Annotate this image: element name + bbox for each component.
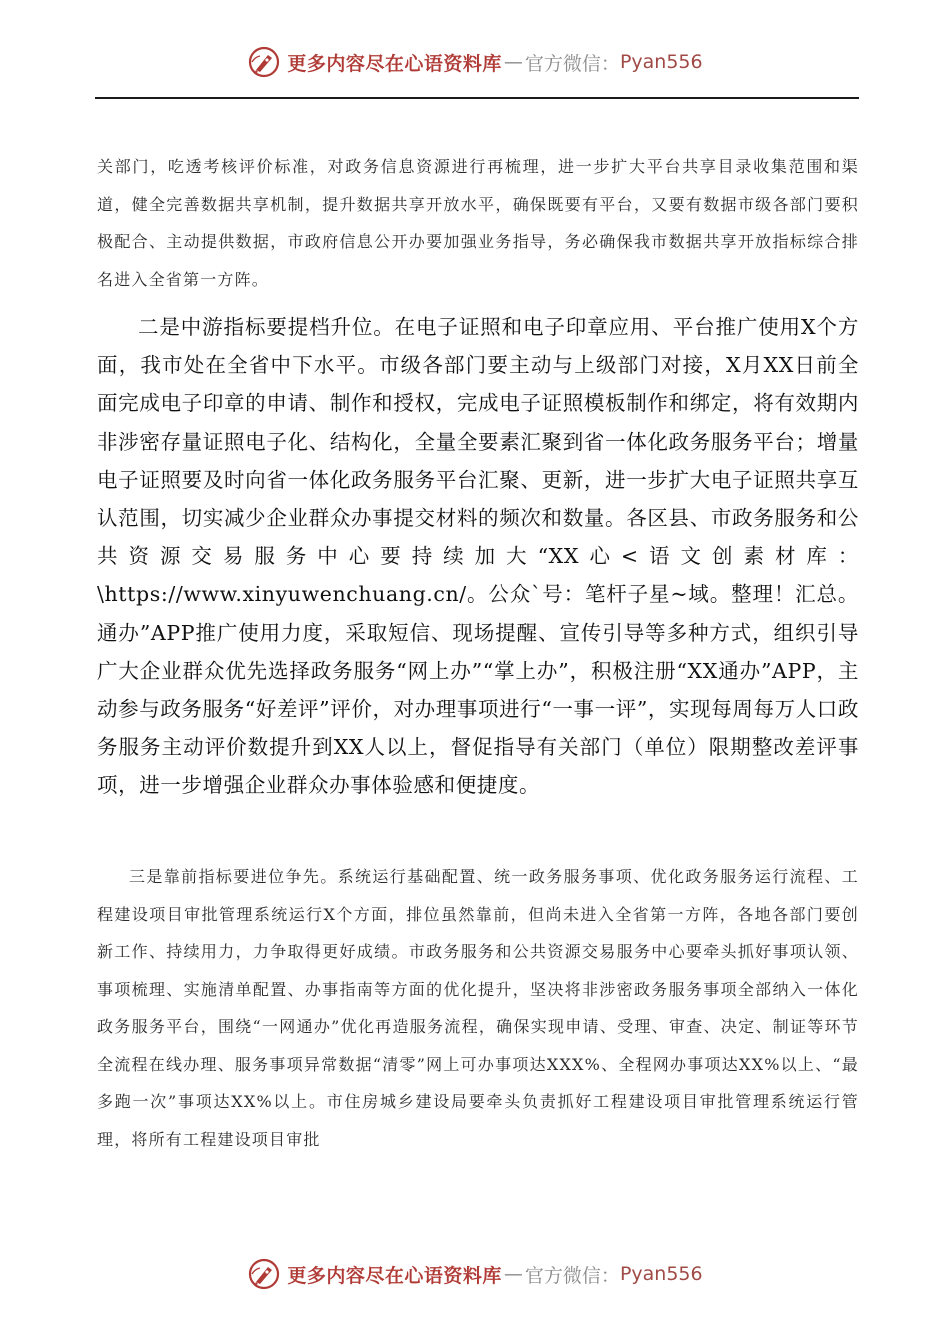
header-wechat-label: 官方微信：	[524, 52, 620, 75]
paragraph-2-container	[97, 308, 859, 805]
footer-banner	[0, 1254, 950, 1294]
paragraph-3: 三是靠前指标要进位争先。系统运行基础配置、统一政务服务事项、优化政务服务运行流程、工程建设项目审批管理系统运行X个方面，排位虽然靠前，但尚未进入全省第一方阵，各地各部门要创新工作、持续用力，力争取得更好成绩。市政务服务和公共资源交易服务中心要牵头抓好事项认领、事项梳理、实施清单配置、办事指南等方面的优化提升，坚决将非涉密政务服务事项全部纳入一体化政务服务平台，围绕“一网通办”优化再造服务流程，确保实现申请、受理、审查、决定、制证等环节全流程在线办理、服务事项异常数据“清零”网上可办事项达XXX%、全程网办事项达XX%以上、“最多跑一次”事项达XX%以上。市住房城乡建设局要牵头负责抓好工程建设项目审批管理系统运行管理，将所有工程建设项目审批	[97, 867, 859, 1149]
header-dash: —	[503, 51, 523, 73]
footer-brand-text: 更多内容尽在心语资料库	[287, 1264, 502, 1287]
pen-nib-logo-icon	[247, 45, 281, 79]
footer-dash: —	[503, 1263, 523, 1285]
header-banner	[0, 42, 950, 82]
header-divider	[95, 97, 859, 99]
pen-nib-logo-icon	[247, 1257, 281, 1291]
footer-wechat-id: Pyan556	[619, 1263, 703, 1285]
paragraph-2: 二是中游指标要提档升位。在电子证照和电子印章应用、平台推广使用X个方面，我市处在全省中下水平。市级各部门要主动与上级部门对接，X月XX日前全面完成电子印章的申请、制作和授权，完成电子证照模板制作和绑定，将有效期内非涉密存量证照电子化、结构化，全量全要素汇聚到省一体化政务服务平台；增量电子证照要及时向省一体化政务服务平台汇聚、更新，进一步扩大电子证照共享互认范围，切实减少企业群众办事提交材料的频次和数量。各区县、市政务服务和公共资源交易服务中心要持续加大“XX心<语文创素材库：\https://www.xinyuwenchuang.cn/。公众`号：笔杆子星~域。整理！汇总。通办”APP推广使用力度，采取短信、现场提醒、宣传引导等多种方式，组织引导广大企业群众优先选择政务服务“网上办”“掌上办”，积极注册“XX通办”APP，主动参与政务服务“好差评”评价，对办理事项进行“一事一评”，实现每周每万人口政务服务主动评价数提升到XX人以上，督促指导有关部门（单位）限期整改差评事项，进一步增强企业群众办事体验感和便捷度。	[97, 315, 859, 798]
paragraph-1-container	[97, 148, 859, 298]
footer-wechat-label: 官方微信：	[524, 1264, 620, 1287]
paragraph-1: 关部门，吃透考核评价标准，对政务信息资源进行再梳理，进一步扩大平台共享目录收集范围和渠道，健全完善数据共享机制，提升数据共享开放水平，确保既要有平台，又要有数据市级各部门要积极配合、主动提供数据，市政府信息公开办要加强业务指导，务必确保我市数据共享开放指标综合排名进入全省第一方阵。	[97, 157, 859, 289]
header-wechat-id: Pyan556	[619, 51, 703, 73]
paragraph-3-container	[97, 858, 859, 1158]
header-brand-text: 更多内容尽在心语资料库	[287, 52, 502, 75]
